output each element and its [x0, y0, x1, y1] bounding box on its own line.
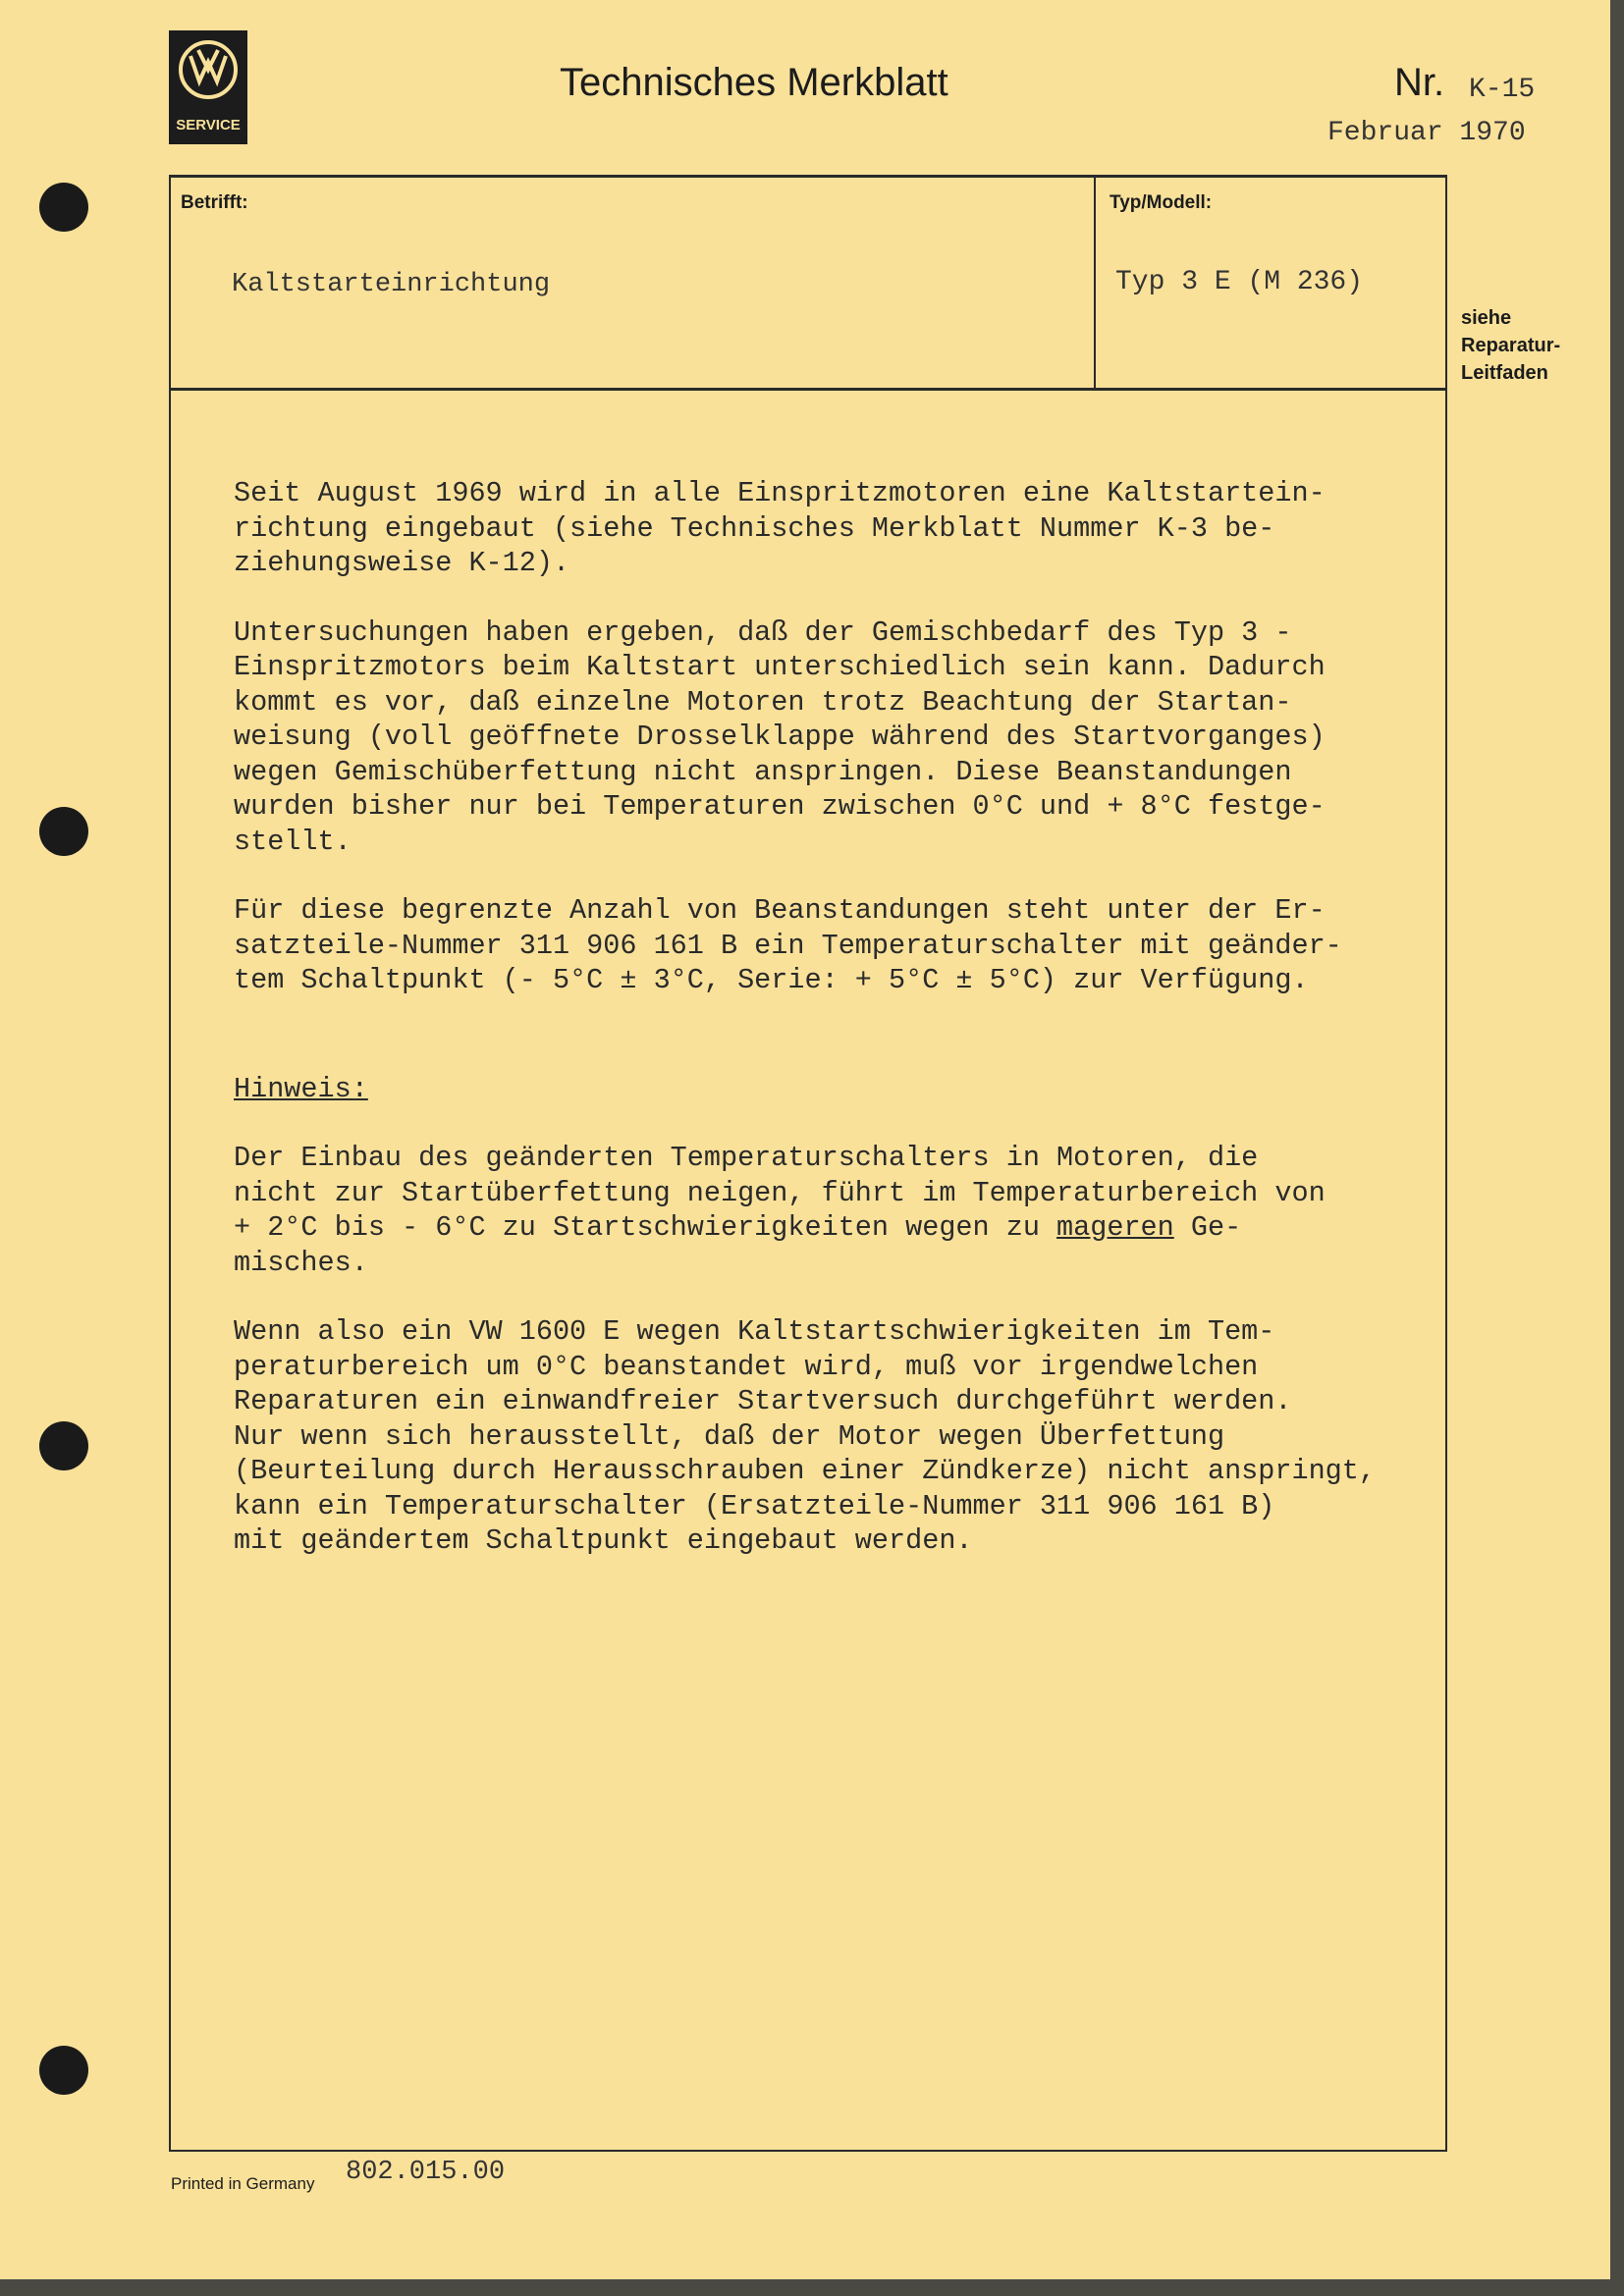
punch-hole [39, 2046, 88, 2095]
model-value: Typ 3 E (M 236) [1115, 267, 1364, 297]
note-heading: Hinweis: [234, 1072, 368, 1105]
side-note-line: siehe [1461, 307, 1512, 329]
text-line: Seit August 1969 wird in alle Einspritzmotoren eine Kaltstartein- [234, 477, 1326, 509]
text-line: tem Schaltpunkt (- 5°C ± 3°C, Serie: + 5°C ± 5°C) zur Verfügung. [234, 964, 1309, 996]
text-line: wegen Gemischüberfettung nicht anspringen. Diese Beanstandungen [234, 755, 1292, 788]
paragraph-4 [234, 1141, 1441, 1280]
punch-hole [39, 807, 88, 856]
text-line: mit geändertem Schaltpunkt eingebaut werden. [234, 1524, 973, 1557]
text-line: Nur wenn sich herausstellt, daß der Motor wegen Überfettung [234, 1419, 1225, 1453]
paragraph-1 [234, 476, 1441, 581]
text-line: ziehungsweise K-12). [234, 547, 570, 579]
info-box-bottom-rule [169, 388, 1447, 391]
vw-emblem-icon [177, 38, 240, 101]
text-segment: + 2°C bis - 6°C zu Startschwierigkeiten wegen zu [234, 1211, 1057, 1244]
text-line [234, 1210, 1441, 1246]
side-note [1461, 304, 1579, 387]
text-line: Für diese begrenzte Anzahl von Beanstandungen steht unter der Er- [234, 894, 1326, 927]
text-line: peraturbereich um 0°C beanstandet wird, muß vor irgendwelchen [234, 1350, 1259, 1383]
vw-service-logo [169, 30, 247, 144]
text-line: Einspritzmotors beim Kaltstart unterschiedlich sein kann. Dadurch [234, 651, 1326, 683]
subject-label: Betrifft: [181, 192, 248, 213]
paragraph-2 [234, 615, 1441, 860]
punch-hole [39, 1421, 88, 1470]
text-line: nicht zur Startüberfettung neigen, führt im Temperaturbereich von [234, 1176, 1326, 1209]
text-line: weisung (voll geöffnete Drosselklappe während des Startvorganges) [234, 721, 1326, 753]
form-number: 802.015.00 [346, 2158, 506, 2187]
paragraph-3 [234, 893, 1441, 998]
punch-hole [39, 183, 88, 232]
text-line: richtung eingebaut (siehe Technisches Merkblatt Nummer K-3 be- [234, 511, 1275, 545]
text-line: kommt es vor, daß einzelne Motoren trotz Beachtung der Startan- [234, 685, 1292, 719]
spacer [234, 1033, 1441, 1072]
emphasized-word: mageren [1056, 1211, 1174, 1244]
paragraph-5 [234, 1314, 1441, 1559]
text-line: Reparaturen ein einwandfreier Startversuch durchgeführt werden. [234, 1385, 1292, 1417]
text-line: (Beurteilung durch Herausschrauben einer Zündkerze) nicht anspringt, [234, 1455, 1376, 1487]
printed-in-germany: Printed in Germany [171, 2174, 315, 2193]
text-segment: Ge- [1173, 1211, 1242, 1244]
subject-value: Kaltstarteinrichtung [232, 270, 551, 299]
text-line: Wenn also ein VW 1600 E wegen Kaltstartschwierigkeiten im Tem- [234, 1315, 1275, 1348]
text-line: satzteile-Nummer 311 906 161 B ein Temperaturschalter mit geänder- [234, 929, 1342, 962]
page-edge [1610, 0, 1624, 2296]
model-label: Typ/Modell: [1110, 192, 1213, 213]
text-line: Untersuchungen haben ergeben, daß der Gemischbedarf des Typ 3 - [234, 615, 1292, 649]
number-label: Nr. [1394, 61, 1445, 104]
info-box-divider [1094, 175, 1096, 389]
text-line: stellt. [234, 825, 352, 858]
text-line: wurden bisher nur bei Temperaturen zwischen 0°C und + 8°C festge- [234, 790, 1326, 823]
text-line: Der Einbau des geänderten Temperaturschalters in Motoren, die [234, 1142, 1259, 1174]
logo-service-text: SERVICE [176, 117, 241, 133]
text-line: misches. [234, 1246, 368, 1279]
bulletin-body [234, 476, 1441, 1593]
info-box-top-rule [169, 175, 1447, 178]
side-note-line: Leitfaden [1461, 362, 1548, 384]
page-title: Technisches Merkblatt [560, 61, 948, 104]
issue-date: Februar 1970 [1327, 118, 1526, 148]
bottom-edge [0, 2279, 1624, 2296]
text-line: kann ein Temperaturschalter (Ersatzteile-Nummer 311 906 161 B) [234, 1489, 1275, 1522]
side-note-line: Reparatur- [1461, 335, 1561, 356]
bulletin-number: K-15 [1469, 75, 1536, 105]
